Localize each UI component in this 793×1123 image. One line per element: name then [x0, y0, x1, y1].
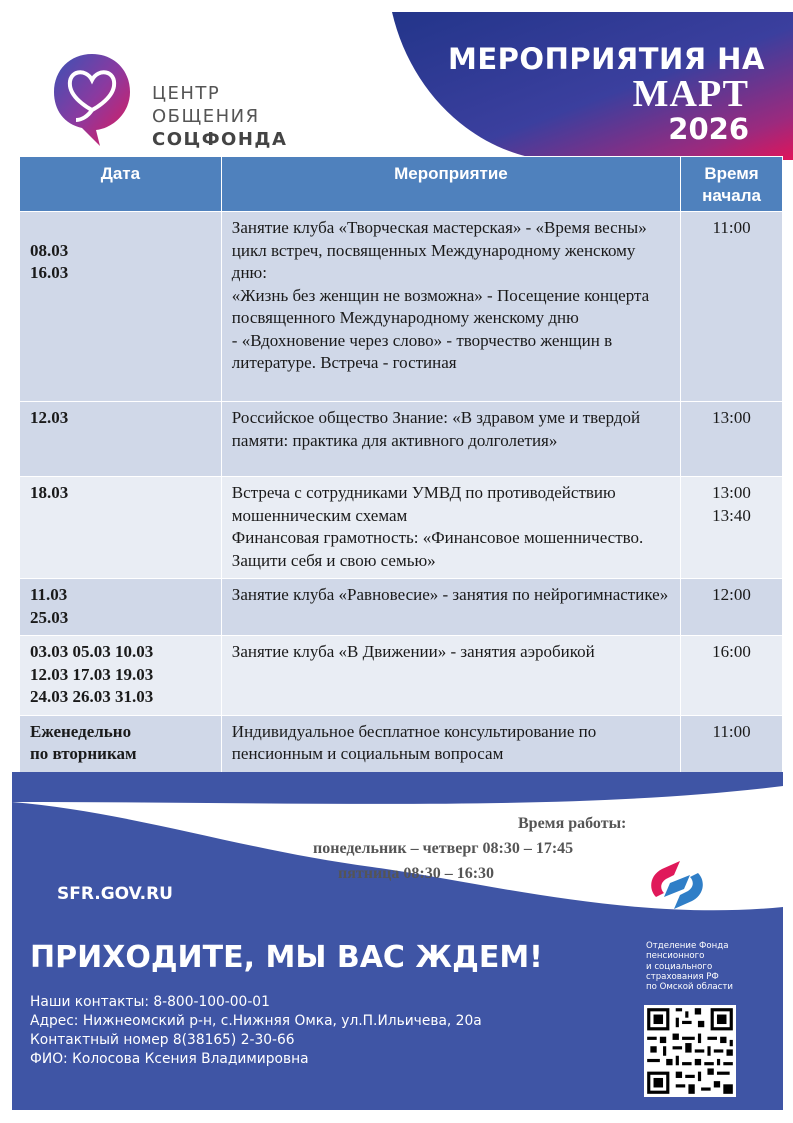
header	[0, 0, 793, 160]
invite-heading: ПРИХОДИТЕ, МЫ ВАС ЖДЕМ!	[30, 940, 543, 975]
website-link[interactable]: SFR.GOV.RU	[57, 884, 173, 904]
col-header-event: Мероприятие	[221, 157, 680, 212]
col-header-time	[681, 157, 783, 212]
row-time: 11:00	[681, 715, 783, 772]
contact-address: Адрес: Нижнеомский р-н, с.Нижняя Омка, ул.П.Ильичева, 20а	[30, 1013, 482, 1029]
table-row	[20, 402, 783, 477]
table-row	[20, 212, 783, 402]
qr-code-icon[interactable]	[644, 1005, 736, 1097]
col-header-time-label: Время начала	[702, 164, 761, 205]
row-event: Российское общество Знание: «В здравом уме и твердой памяти: практика для активного долголетия»	[221, 402, 680, 477]
row-time: 12:00	[681, 579, 783, 636]
table-header-row	[20, 157, 783, 212]
row-time: 16:00	[681, 636, 783, 716]
col-header-date: Дата	[20, 157, 222, 212]
logo-line-1: ЦЕНТР	[152, 83, 221, 104]
center-logo-icon	[52, 50, 132, 146]
contact-phone: Наши контакты: 8-800-100-00-01	[30, 994, 270, 1010]
table-row	[20, 477, 783, 579]
table-row	[20, 579, 783, 636]
row-date: 03.03 05.03 10.03 12.03 17.03 19.03 24.03 26.03 31.03	[20, 636, 222, 716]
events-table	[19, 156, 783, 773]
logo-line-2: ОБЩЕНИЯ	[152, 106, 260, 127]
row-event: Индивидуальное бесплатное консультирование по пенсионным и социальным вопросам	[221, 715, 680, 772]
page-title-year: 2026	[668, 112, 749, 146]
row-time: 13:00 13:40	[681, 477, 783, 579]
logo-text	[152, 82, 287, 151]
row-time: 13:00	[681, 402, 783, 477]
row-event: Занятие клуба «В Движении» - занятия аэробикой	[221, 636, 680, 716]
row-date: Еженедельно по вторникам	[20, 715, 222, 772]
row-date: 18.03	[20, 477, 222, 579]
row-event: Занятие клуба «Равновесие» - занятия по нейрогимнастике»	[221, 579, 680, 636]
sfr-logo-icon	[644, 853, 710, 919]
org-name: Отделение Фонда пенсионного и социального страхования РФ по Омской области	[646, 941, 733, 993]
row-event: Встреча с сотрудниками УМВД по противодействию мошенническим схемам Финансовая грамотность: «Финансовое мошенничество. Защити себя и свою семью»	[221, 477, 680, 579]
contacts-block	[30, 993, 482, 1069]
contact-number: Контактный номер 8(38165) 2-30-66	[30, 1032, 295, 1048]
work-hours-title: Время работы:	[518, 815, 627, 832]
row-time: 11:00	[681, 212, 783, 402]
row-date: 12.03	[20, 402, 222, 477]
contact-person: ФИО: Колосова Ксения Владимировна	[30, 1051, 309, 1067]
work-hours-friday: пятница 08:30 – 16:30	[338, 865, 495, 882]
page-title-month: МАРТ	[632, 73, 749, 115]
table-row	[20, 636, 783, 716]
row-date: 08.03 16.03	[20, 212, 222, 402]
logo-line-3: СОЦФОНДА	[152, 129, 288, 150]
row-event: Занятие клуба «Творческая мастерская» - «Время весны» цикл встреч, посвященных Международному женскому дню: «Жизнь без женщин не возможна» - Посещение концерта посвященного Международному женскому дню - «Вдохновение через слово» - творчество женщин в литературе. Встреча - гостиная	[221, 212, 680, 402]
page-title-line1: МЕРОПРИЯТИЯ НА	[448, 42, 765, 76]
row-date: 11.03 25.03	[20, 579, 222, 636]
work-hours-weekdays: понедельник – четверг 08:30 – 17:45	[313, 840, 574, 857]
table-row	[20, 715, 783, 772]
